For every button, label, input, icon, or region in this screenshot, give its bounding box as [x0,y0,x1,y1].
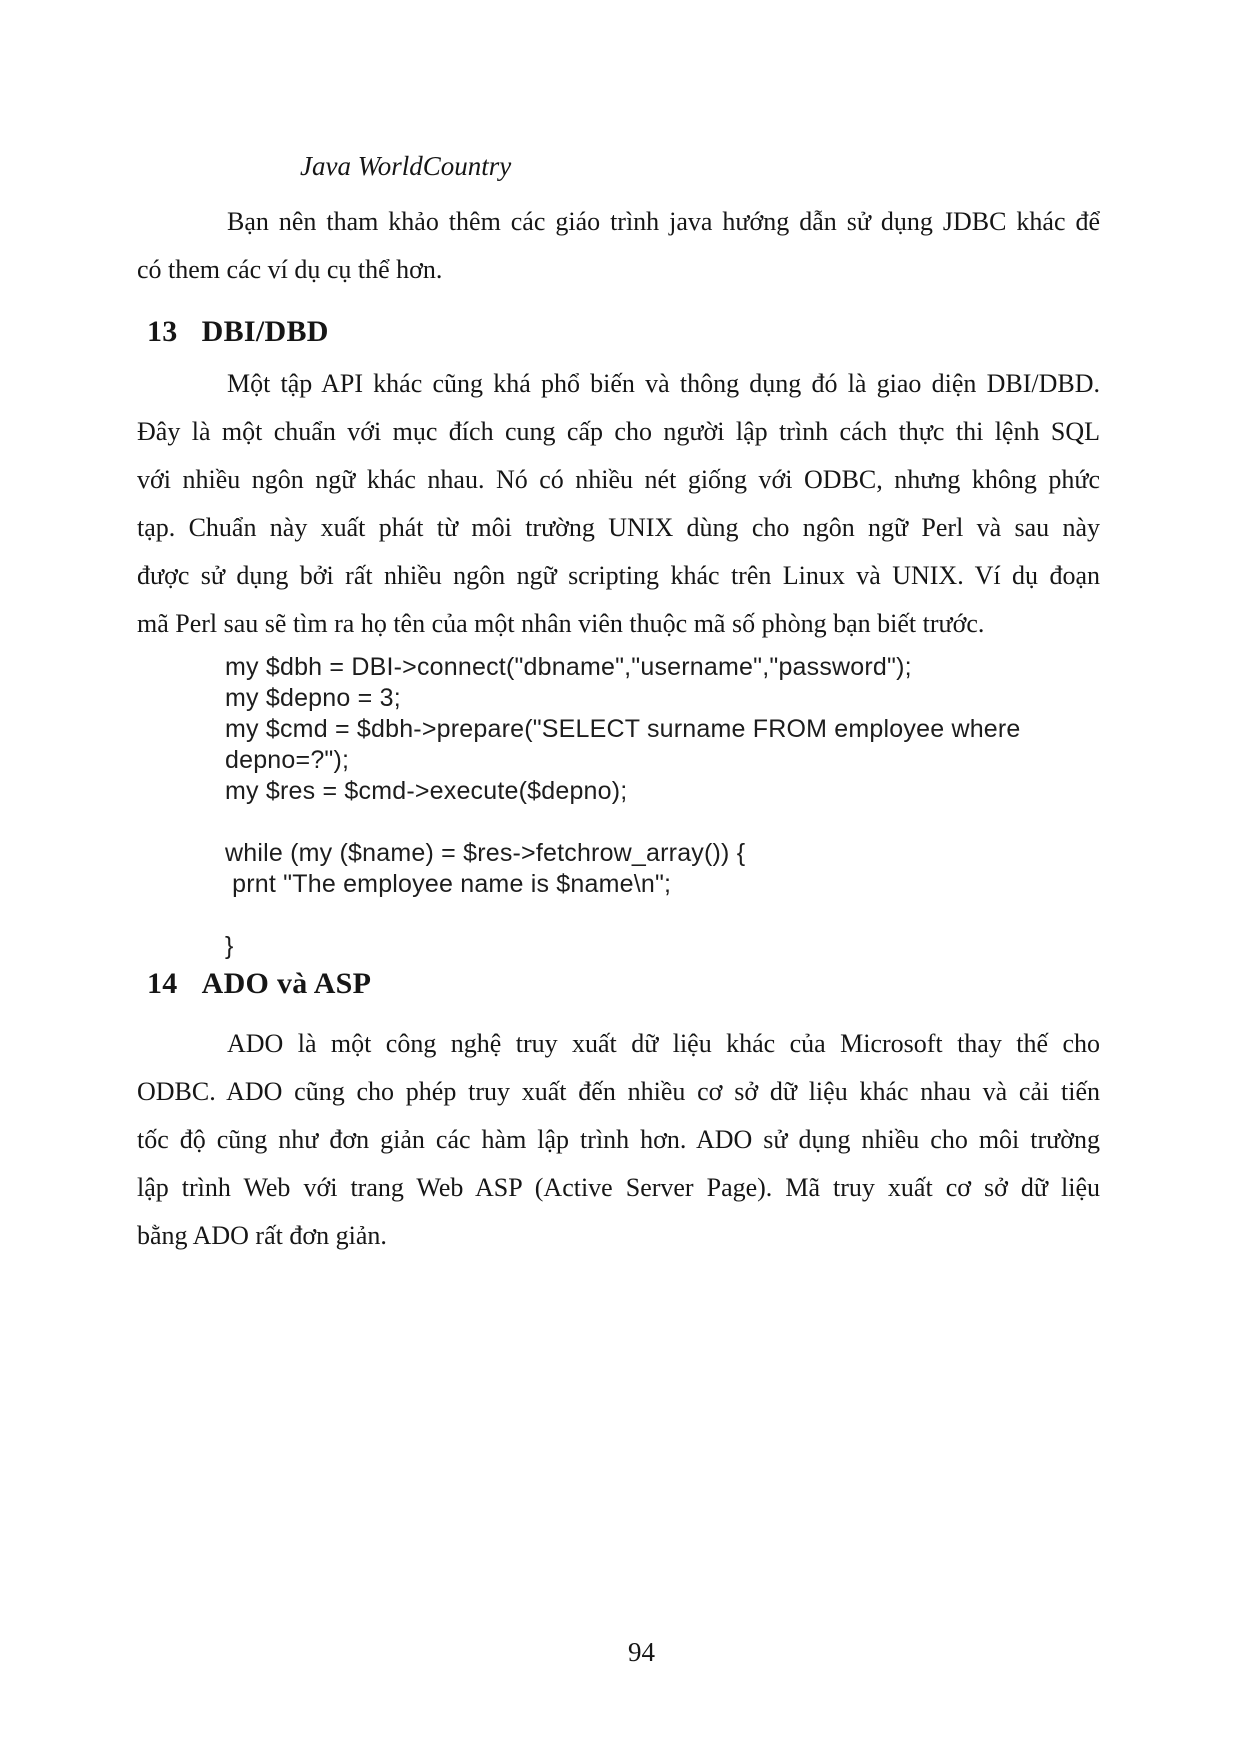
code-line: } [225,932,234,960]
section-14-paragraph [137,1020,1100,1260]
section-14-number: 14 [147,967,178,1000]
section-13-heading [137,310,1100,354]
code-line: my $cmd = $dbh->prepare("SELECT surname FROM employee where [225,715,1021,743]
code-line: my $res = $cmd->execute($depno); [225,777,628,805]
paragraph-line: có them các ví dụ cụ thể hơn. [137,255,443,284]
paragraph-line: tạp. Chuẩn này xuất phát từ môi trường UNIX dùng cho ngôn ngữ Perl và sau này [137,513,1100,542]
section-13-number: 13 [147,315,178,348]
code-line: depno=?"); [225,746,350,774]
paragraph-line: mã Perl sau sẽ tìm ra họ tên của một nhân viên thuộc mã số phòng bạn biết trước. [137,609,985,638]
paragraph-line: với nhiều ngôn ngữ khác nhau. Nó có nhiều nét giống với ODBC, nhưng không phức [137,465,1100,494]
code-line [225,900,1100,931]
intro-paragraph [137,198,1100,294]
section-14-heading [137,962,1100,1006]
paragraph-line: được sử dụng bởi rất nhiều ngôn ngữ scripting khác trên Linux và UNIX. Ví dụ đoạn [137,561,1100,590]
code-line: while (my ($name) = $res->fetchrow_array()) { [225,839,746,867]
paragraph-line: lập trình Web với trang Web ASP (Active Server Page). Mã truy xuất cơ sở dữ liệu [137,1173,1100,1202]
paragraph-line: ADO là một công nghệ truy xuất dữ liệu khác của Microsoft thay thế cho [227,1029,1100,1058]
paragraph-line: Bạn nên tham khảo thêm các giáo trình java hướng dẫn sử dụng JDBC khác để [227,207,1100,236]
perl-code-block [225,652,1100,962]
paragraph-line: Đây là một chuẩn với mục đích cung cấp cho người lập trình cách thực thi lệnh SQL [137,417,1100,446]
code-line: my $dbh = DBI->connect("dbname","username","password"); [225,653,912,681]
paragraph-line: bằng ADO rất đơn giản. [137,1221,387,1250]
paragraph-line: tốc độ cũng như đơn giản các hàm lập trình hơn. ADO sử dụng nhiều cho môi trường [137,1125,1100,1154]
page-number: 94 [628,1637,655,1667]
paragraph-line: ODBC. ADO cũng cho phép truy xuất đến nhiều cơ sở dữ liệu khác nhau và cải tiến [137,1077,1100,1106]
section-13-title: DBI/DBD [201,315,329,348]
code-line: my $depno = 3; [225,684,401,712]
section-13-paragraph [137,360,1100,648]
code-line: prnt "The employee name is $name\n"; [225,870,672,898]
code-line [225,807,1100,838]
paragraph-line: Một tập API khác cũng khá phổ biến và thông dụng đó là giao diện DBI/DBD. [227,369,1100,398]
figure-caption: Java WorldCountry [300,151,512,181]
section-14-title: ADO và ASP [201,967,372,1000]
